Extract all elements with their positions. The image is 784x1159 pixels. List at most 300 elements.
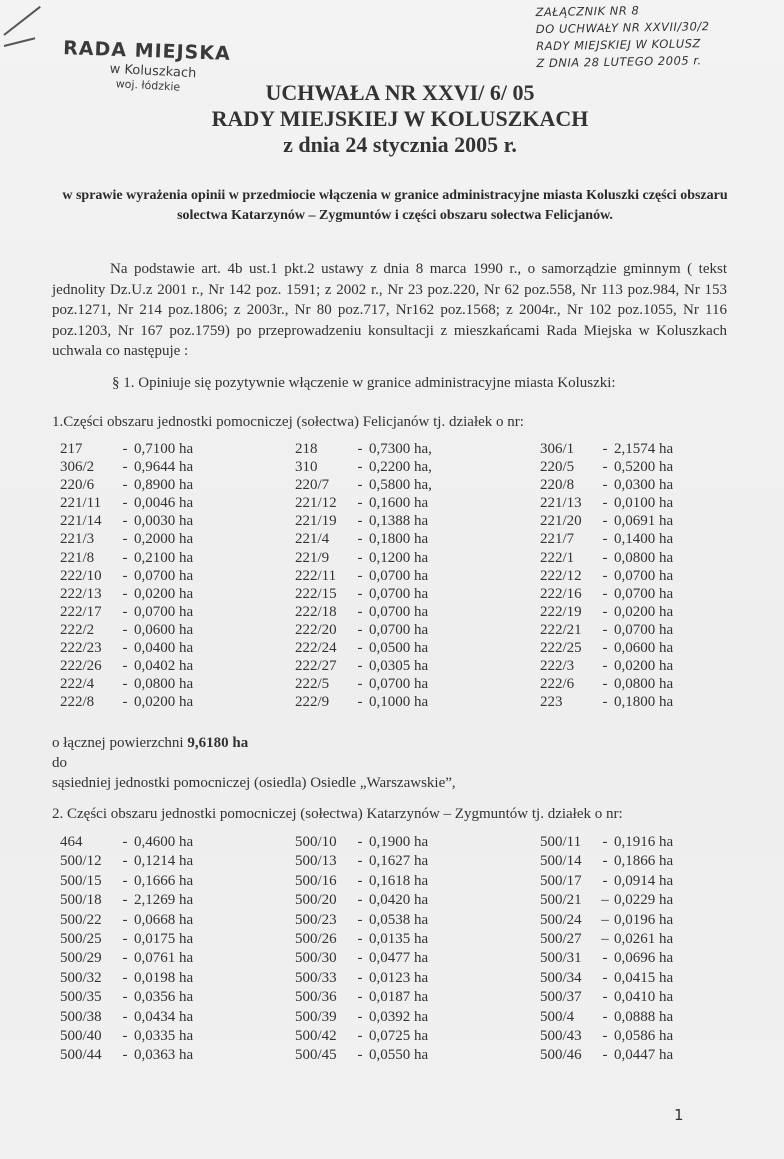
plot-entry xyxy=(540,512,740,530)
plot-area: 0,2000 ha xyxy=(134,531,194,548)
plot-area: 0,1900 ha xyxy=(369,834,429,850)
separator: - xyxy=(122,513,128,530)
plot-entry xyxy=(540,458,740,476)
plot-number: 222/4 xyxy=(60,676,95,693)
plot-area: 0,0725 ha xyxy=(369,1027,429,1044)
separator: - xyxy=(602,477,608,494)
plot-area: 0,0400 ha xyxy=(134,640,194,657)
separator: - xyxy=(122,495,128,512)
plot-entry xyxy=(540,693,740,711)
plot-number: 500/31 xyxy=(540,950,582,967)
separator: - xyxy=(122,834,128,850)
plot-number: 221/4 xyxy=(295,531,330,548)
plot-number: 221/11 xyxy=(60,495,102,512)
plot-area: 0,0538 ha xyxy=(369,911,429,928)
plot-area: 0,0198 ha xyxy=(134,969,194,986)
plot-entry xyxy=(60,1008,295,1027)
plot-entry xyxy=(60,1027,295,1046)
title-line: RADY MIEJSKIEJ W KOLUSZKACH xyxy=(211,106,589,131)
separator: - xyxy=(122,892,128,909)
separator: - xyxy=(357,477,363,494)
plot-area: 0,2100 ha xyxy=(134,549,194,566)
legal-basis-paragraph xyxy=(52,259,727,362)
plot-row xyxy=(60,891,740,910)
plot-area: 0,1600 ha xyxy=(369,495,429,512)
total-area xyxy=(52,733,456,753)
separator: - xyxy=(122,930,128,947)
separator: - xyxy=(357,694,363,711)
separator: - xyxy=(357,676,363,693)
plot-area: 0,0420 ha xyxy=(369,892,429,909)
plot-entry xyxy=(60,969,295,988)
plot-entry xyxy=(540,930,740,949)
annotation-line: RADY MIEJSKIEJ W KOLUSZ xyxy=(536,36,701,54)
plot-entry xyxy=(295,891,540,910)
separator: - xyxy=(122,549,128,566)
separator: - xyxy=(602,513,608,530)
plot-entry xyxy=(295,833,540,852)
plot-number: 306/1 xyxy=(540,441,575,457)
plot-area: 0,0600 ha xyxy=(134,621,194,638)
plot-row xyxy=(60,440,740,458)
plot-entry xyxy=(60,675,295,693)
separator: – xyxy=(601,892,609,909)
plot-number: 500/30 xyxy=(295,950,337,967)
plot-entry xyxy=(540,657,740,675)
plot-area: 0,0100 ha xyxy=(614,495,674,512)
plot-number: 500/26 xyxy=(295,930,337,947)
plot-entry xyxy=(60,494,295,512)
plot-area: 0,0700 ha xyxy=(369,621,429,638)
plot-number: 500/37 xyxy=(540,989,582,1006)
separator: - xyxy=(122,621,128,638)
plot-number: 500/44 xyxy=(60,1047,102,1064)
plot-area: 0,0410 ha xyxy=(614,989,674,1006)
separator: - xyxy=(122,694,128,711)
plot-row xyxy=(60,530,740,548)
plot-entry xyxy=(295,1008,540,1027)
plot-entry xyxy=(60,872,295,891)
plot-entry xyxy=(540,675,740,693)
plot-entry xyxy=(60,949,295,968)
plot-entry xyxy=(60,476,295,494)
separator: - xyxy=(122,950,128,967)
plot-area: 0,0196 ha xyxy=(614,911,674,928)
plot-area: 0,1800 ha xyxy=(614,694,674,711)
separator: - xyxy=(122,1047,128,1064)
plot-number: 500/43 xyxy=(540,1027,582,1044)
plot-number: 222/24 xyxy=(295,640,337,657)
plot-area: 0,0800 ha xyxy=(614,549,674,566)
plot-number: 222/9 xyxy=(295,694,330,711)
plot-area: 0,0700 ha xyxy=(369,603,429,620)
plot-area: 0,0888 ha xyxy=(614,1008,674,1025)
plot-area: 0,1388 ha xyxy=(369,513,429,530)
plot-entry xyxy=(295,476,540,494)
plot-area: 0,0363 ha xyxy=(134,1047,194,1064)
plot-row xyxy=(60,549,740,567)
plot-area: 0,0356 ha xyxy=(134,989,194,1006)
plot-number: 222/2 xyxy=(60,621,95,638)
plot-entry xyxy=(540,872,740,891)
plot-entry xyxy=(60,530,295,548)
plot-area: 0,0550 ha xyxy=(369,1047,429,1064)
plot-area: 0,4600 ha xyxy=(134,834,194,850)
plot-entry xyxy=(295,621,540,639)
plot-number: 221/14 xyxy=(60,513,102,530)
plot-number: 221/12 xyxy=(295,495,337,512)
plot-entry xyxy=(295,603,540,621)
plot-number: 221/7 xyxy=(540,531,575,548)
total-value: 9,6180 ha xyxy=(187,735,249,751)
plot-number: 500/15 xyxy=(60,872,102,889)
plot-entry xyxy=(60,567,295,585)
plot-row xyxy=(60,476,740,494)
plot-area: 0,0434 ha xyxy=(134,1008,194,1025)
title-line: z dnia 24 stycznia 2005 r. xyxy=(283,132,517,157)
plot-number: 222/16 xyxy=(540,585,582,602)
plot-entry xyxy=(60,458,295,476)
plot-area: 0,0696 ha xyxy=(614,950,674,967)
separator: - xyxy=(357,495,363,512)
separator: - xyxy=(357,950,363,967)
pen-mark xyxy=(4,37,36,47)
separator: - xyxy=(602,872,608,889)
plot-number: 218 xyxy=(295,441,318,457)
plot-row xyxy=(60,1027,740,1046)
plot-area: 0,2200 ha, xyxy=(369,459,432,476)
plot-number: 500/23 xyxy=(295,911,337,928)
plot-number: 500/35 xyxy=(60,989,102,1006)
separator: - xyxy=(357,585,363,602)
plot-number: 222/15 xyxy=(295,585,337,602)
plot-area: 0,0123 ha xyxy=(369,969,429,986)
intro-text: Na podstawie art. 4b ust.1 pkt.2 ustawy z dnia 8 marca 1990 r., o samorządzie gminnym ( tekst jednolity Dz.U.z 2001 r., Nr 142 poz. 1591; z 2002 r., Nr 23 poz.220, Nr 62 poz.558, Nr 113 poz.984, Nr 153 poz.1271, Nr 214 poz.1806; z 2003r., Nr 80 poz.717, Nr162 poz.1568; z 2004r., Nr 102 poz.1055, Nr 116 poz.1203, Nr 167 poz.1759) po przeprowadzeniu konsultacji z mieszkańcami Rada Miejska w Koluszkach uchwala co następuje : xyxy=(52,261,727,359)
plot-area: 0,0229 ha xyxy=(614,892,674,909)
separator: - xyxy=(122,640,128,657)
plot-area: 0,0700 ha xyxy=(369,585,429,602)
plot-number: 310 xyxy=(295,459,318,476)
plot-number: 222/1 xyxy=(540,549,575,566)
plot-entry xyxy=(60,852,295,871)
plot-area: 0,1200 ha xyxy=(369,549,429,566)
plot-entry xyxy=(60,911,295,930)
plot-entry xyxy=(295,930,540,949)
plot-number: 500/10 xyxy=(295,834,337,850)
plot-number: 222/6 xyxy=(540,676,575,693)
plot-area: 0,1000 ha xyxy=(369,694,429,711)
separator: - xyxy=(122,872,128,889)
plot-number: 500/4 xyxy=(540,1008,575,1025)
plot-area: 0,0300 ha xyxy=(614,477,674,494)
plot-area: 0,0700 ha xyxy=(369,567,429,584)
plot-area: 0,0402 ha xyxy=(134,658,194,675)
plot-number: 500/16 xyxy=(295,872,337,889)
plot-row xyxy=(60,639,740,657)
separator: - xyxy=(122,969,128,986)
plot-row xyxy=(60,969,740,988)
separator: - xyxy=(122,853,128,870)
separator: - xyxy=(602,658,608,675)
plot-row xyxy=(60,1046,740,1065)
plot-area: 0,0700 ha xyxy=(134,567,194,584)
separator: - xyxy=(122,989,128,1006)
plot-number: 221/20 xyxy=(540,513,582,530)
separator: - xyxy=(357,531,363,548)
annotation-line: Z DNIA 28 LUTEGO 2005 r. xyxy=(536,53,702,71)
plot-number: 500/36 xyxy=(295,989,337,1006)
plot-number: 500/42 xyxy=(295,1027,337,1044)
plot-area: 0,1214 ha xyxy=(134,853,194,870)
plot-entry xyxy=(60,549,295,567)
plot-entry xyxy=(295,675,540,693)
plot-number: 500/32 xyxy=(60,969,102,986)
separator: - xyxy=(602,441,608,457)
plot-number: 222/26 xyxy=(60,658,102,675)
plot-entry xyxy=(540,603,740,621)
plot-number: 222/25 xyxy=(540,640,582,657)
plot-entry xyxy=(295,852,540,871)
plot-entry xyxy=(295,988,540,1007)
page-number: 1 xyxy=(674,1106,684,1124)
plot-area: 0,0800 ha xyxy=(614,676,674,693)
plot-number: 220/6 xyxy=(60,477,95,494)
plot-row xyxy=(60,872,740,891)
separator: - xyxy=(122,585,128,602)
plot-row xyxy=(60,567,740,585)
plot-number: 500/22 xyxy=(60,911,102,928)
plot-area: 0,0700 ha xyxy=(614,585,674,602)
plot-entry xyxy=(60,1046,295,1065)
plot-area: 0,0200 ha xyxy=(134,585,194,602)
plot-area: 0,0305 ha xyxy=(369,658,429,675)
plot-area: 0,0046 ha xyxy=(134,495,194,512)
plot-area: 0,8900 ha xyxy=(134,477,194,494)
separator: - xyxy=(602,834,608,850)
separator: - xyxy=(357,1027,363,1044)
plot-area: 0,0175 ha xyxy=(134,930,194,947)
plot-entry xyxy=(295,1027,540,1046)
plot-number: 220/5 xyxy=(540,459,575,476)
pen-mark xyxy=(3,6,40,36)
plot-entry xyxy=(540,988,740,1007)
plot-number: 500/20 xyxy=(295,892,337,909)
plot-entry xyxy=(60,693,295,711)
plot-number: 222/21 xyxy=(540,621,582,638)
plot-row xyxy=(60,512,740,530)
separator: - xyxy=(122,477,128,494)
plot-entry xyxy=(540,494,740,512)
separator: - xyxy=(122,441,128,457)
plot-entry xyxy=(540,440,740,458)
plot-entry xyxy=(295,911,540,930)
separator: - xyxy=(122,567,128,584)
separator: - xyxy=(602,969,608,986)
plot-entry xyxy=(540,969,740,988)
separator: - xyxy=(357,872,363,889)
separator: - xyxy=(122,658,128,675)
stamp-line: RADA MIEJSKA xyxy=(62,37,232,65)
plot-row xyxy=(60,1008,740,1027)
separator: - xyxy=(357,658,363,675)
plot-area: 0,0030 ha xyxy=(134,513,194,530)
plot-entry xyxy=(540,549,740,567)
separator: - xyxy=(122,459,128,476)
plot-row xyxy=(60,693,740,711)
separator: - xyxy=(122,1027,128,1044)
separator: - xyxy=(602,495,608,512)
plot-area: 0,0700 ha xyxy=(614,621,674,638)
plot-number: 221/9 xyxy=(295,549,330,566)
separator: - xyxy=(602,1027,608,1044)
plot-entry xyxy=(540,852,740,871)
plot-number: 222/11 xyxy=(295,567,337,584)
plot-number: 500/13 xyxy=(295,853,337,870)
plot-number: 220/8 xyxy=(540,477,575,494)
separator: - xyxy=(122,676,128,693)
plot-number: 220/7 xyxy=(295,477,330,494)
plot-area: 0,0586 ha xyxy=(614,1027,674,1044)
plot-entry xyxy=(295,440,540,458)
plot-area: 2,1269 ha xyxy=(134,892,194,909)
separator: - xyxy=(602,694,608,711)
separator: - xyxy=(357,621,363,638)
plot-number: 500/40 xyxy=(60,1027,102,1044)
plot-area: 0,0700 ha xyxy=(134,603,194,620)
plot-entry xyxy=(295,549,540,567)
plot-entry xyxy=(60,930,295,949)
plot-number: 500/39 xyxy=(295,1008,337,1025)
plot-row xyxy=(60,585,740,603)
plot-entry xyxy=(60,512,295,530)
separator: - xyxy=(357,549,363,566)
plot-area: 0,0200 ha xyxy=(614,658,674,675)
separator: - xyxy=(602,1047,608,1064)
plot-row xyxy=(60,675,740,693)
plot-area: 0,0200 ha xyxy=(134,694,194,711)
plot-number: 500/27 xyxy=(540,930,582,947)
annotation-line: DO UCHWAŁY NR XXVII/30/2 xyxy=(535,19,710,37)
plot-area: 0,0700 ha xyxy=(614,567,674,584)
plot-number: 222/3 xyxy=(540,658,575,675)
plot-row xyxy=(60,911,740,930)
separator: - xyxy=(357,911,363,928)
plot-number: 222/17 xyxy=(60,603,102,620)
stamp-line: w Koluszkach xyxy=(109,61,197,82)
plot-number: 500/11 xyxy=(540,834,582,850)
handwritten-annotation xyxy=(535,0,784,72)
plot-entry xyxy=(540,833,740,852)
plot-area: 0,0761 ha xyxy=(134,950,194,967)
paragraph-1: § 1. Opiniuje się pozytywnie włączenie w granice administracyjne miasta Koluszki: xyxy=(112,375,616,391)
separator: - xyxy=(602,585,608,602)
separator: - xyxy=(357,989,363,1006)
plot-number: 222/5 xyxy=(295,676,330,693)
plot-row xyxy=(60,458,740,476)
plot-entry xyxy=(60,988,295,1007)
plot-area: 0,7300 ha, xyxy=(369,441,432,457)
plot-area: 0,1916 ha xyxy=(614,834,674,850)
plot-number: 222/12 xyxy=(540,567,582,584)
plot-area: 0,0477 ha xyxy=(369,950,429,967)
plot-entry xyxy=(540,949,740,968)
plot-entry xyxy=(540,585,740,603)
separator: - xyxy=(357,441,363,457)
section-2-heading: 2. Części obszaru jednostki pomocniczej (sołectwa) Katarzynów – Zygmuntów tj. działek o nr: xyxy=(52,806,623,822)
plot-number: 500/18 xyxy=(60,892,102,909)
plot-entry xyxy=(295,512,540,530)
separator: - xyxy=(602,640,608,657)
plot-area: 0,1400 ha xyxy=(614,531,674,548)
plot-area: 0,0691 ha xyxy=(614,513,674,530)
separator: - xyxy=(602,853,608,870)
separator: - xyxy=(357,892,363,909)
plot-number: 221/19 xyxy=(295,513,337,530)
plot-entry xyxy=(295,494,540,512)
separator: - xyxy=(602,621,608,638)
plot-entry xyxy=(60,639,295,657)
separator: - xyxy=(357,834,363,850)
plot-number: 464 xyxy=(60,834,83,850)
plot-number: 223 xyxy=(540,694,563,711)
plot-entry xyxy=(295,585,540,603)
plot-entry xyxy=(295,530,540,548)
title-line: UCHWAŁA NR XXVI/ 6/ 05 xyxy=(265,80,535,105)
separator: - xyxy=(602,567,608,584)
plot-number: 500/14 xyxy=(540,853,582,870)
plot-row xyxy=(60,494,740,512)
separator: - xyxy=(602,531,608,548)
plot-number: 500/33 xyxy=(295,969,337,986)
plot-entry xyxy=(540,621,740,639)
plot-row xyxy=(60,988,740,1007)
plot-entry xyxy=(540,567,740,585)
plot-entry xyxy=(540,911,740,930)
separator: - xyxy=(357,640,363,657)
separator: - xyxy=(357,513,363,530)
separator: - xyxy=(122,603,128,620)
plot-entry xyxy=(295,949,540,968)
plot-row xyxy=(60,833,740,852)
to-label: do xyxy=(52,755,67,771)
separator: - xyxy=(122,531,128,548)
separator: - xyxy=(357,853,363,870)
plot-area: 0,0914 ha xyxy=(614,872,674,889)
section-1-summary xyxy=(52,733,456,793)
plot-number: 221/8 xyxy=(60,549,95,566)
separator: - xyxy=(122,1008,128,1025)
destination-unit: sąsiedniej jednostki pomocniczej (osiedla) Osiedle „Warszawskie”, xyxy=(52,775,456,791)
plot-area: 0,0600 ha xyxy=(614,640,674,657)
plot-area: 0,9644 ha xyxy=(134,459,194,476)
plot-number: 500/12 xyxy=(60,853,102,870)
plot-number: 500/21 xyxy=(540,892,582,909)
plot-area: 0,1866 ha xyxy=(614,853,674,870)
plot-area: 0,0187 ha xyxy=(369,989,429,1006)
plot-entry xyxy=(540,1008,740,1027)
plot-area: 0,0200 ha xyxy=(614,603,674,620)
plot-entry xyxy=(60,621,295,639)
plot-area: 0,0700 ha xyxy=(369,676,429,693)
separator: - xyxy=(357,567,363,584)
plot-number: 500/34 xyxy=(540,969,582,986)
plot-entry xyxy=(295,969,540,988)
separator: - xyxy=(357,603,363,620)
plot-number: 500/25 xyxy=(60,930,102,947)
separator: - xyxy=(122,911,128,928)
plot-number: 222/19 xyxy=(540,603,582,620)
plot-entry xyxy=(540,891,740,910)
